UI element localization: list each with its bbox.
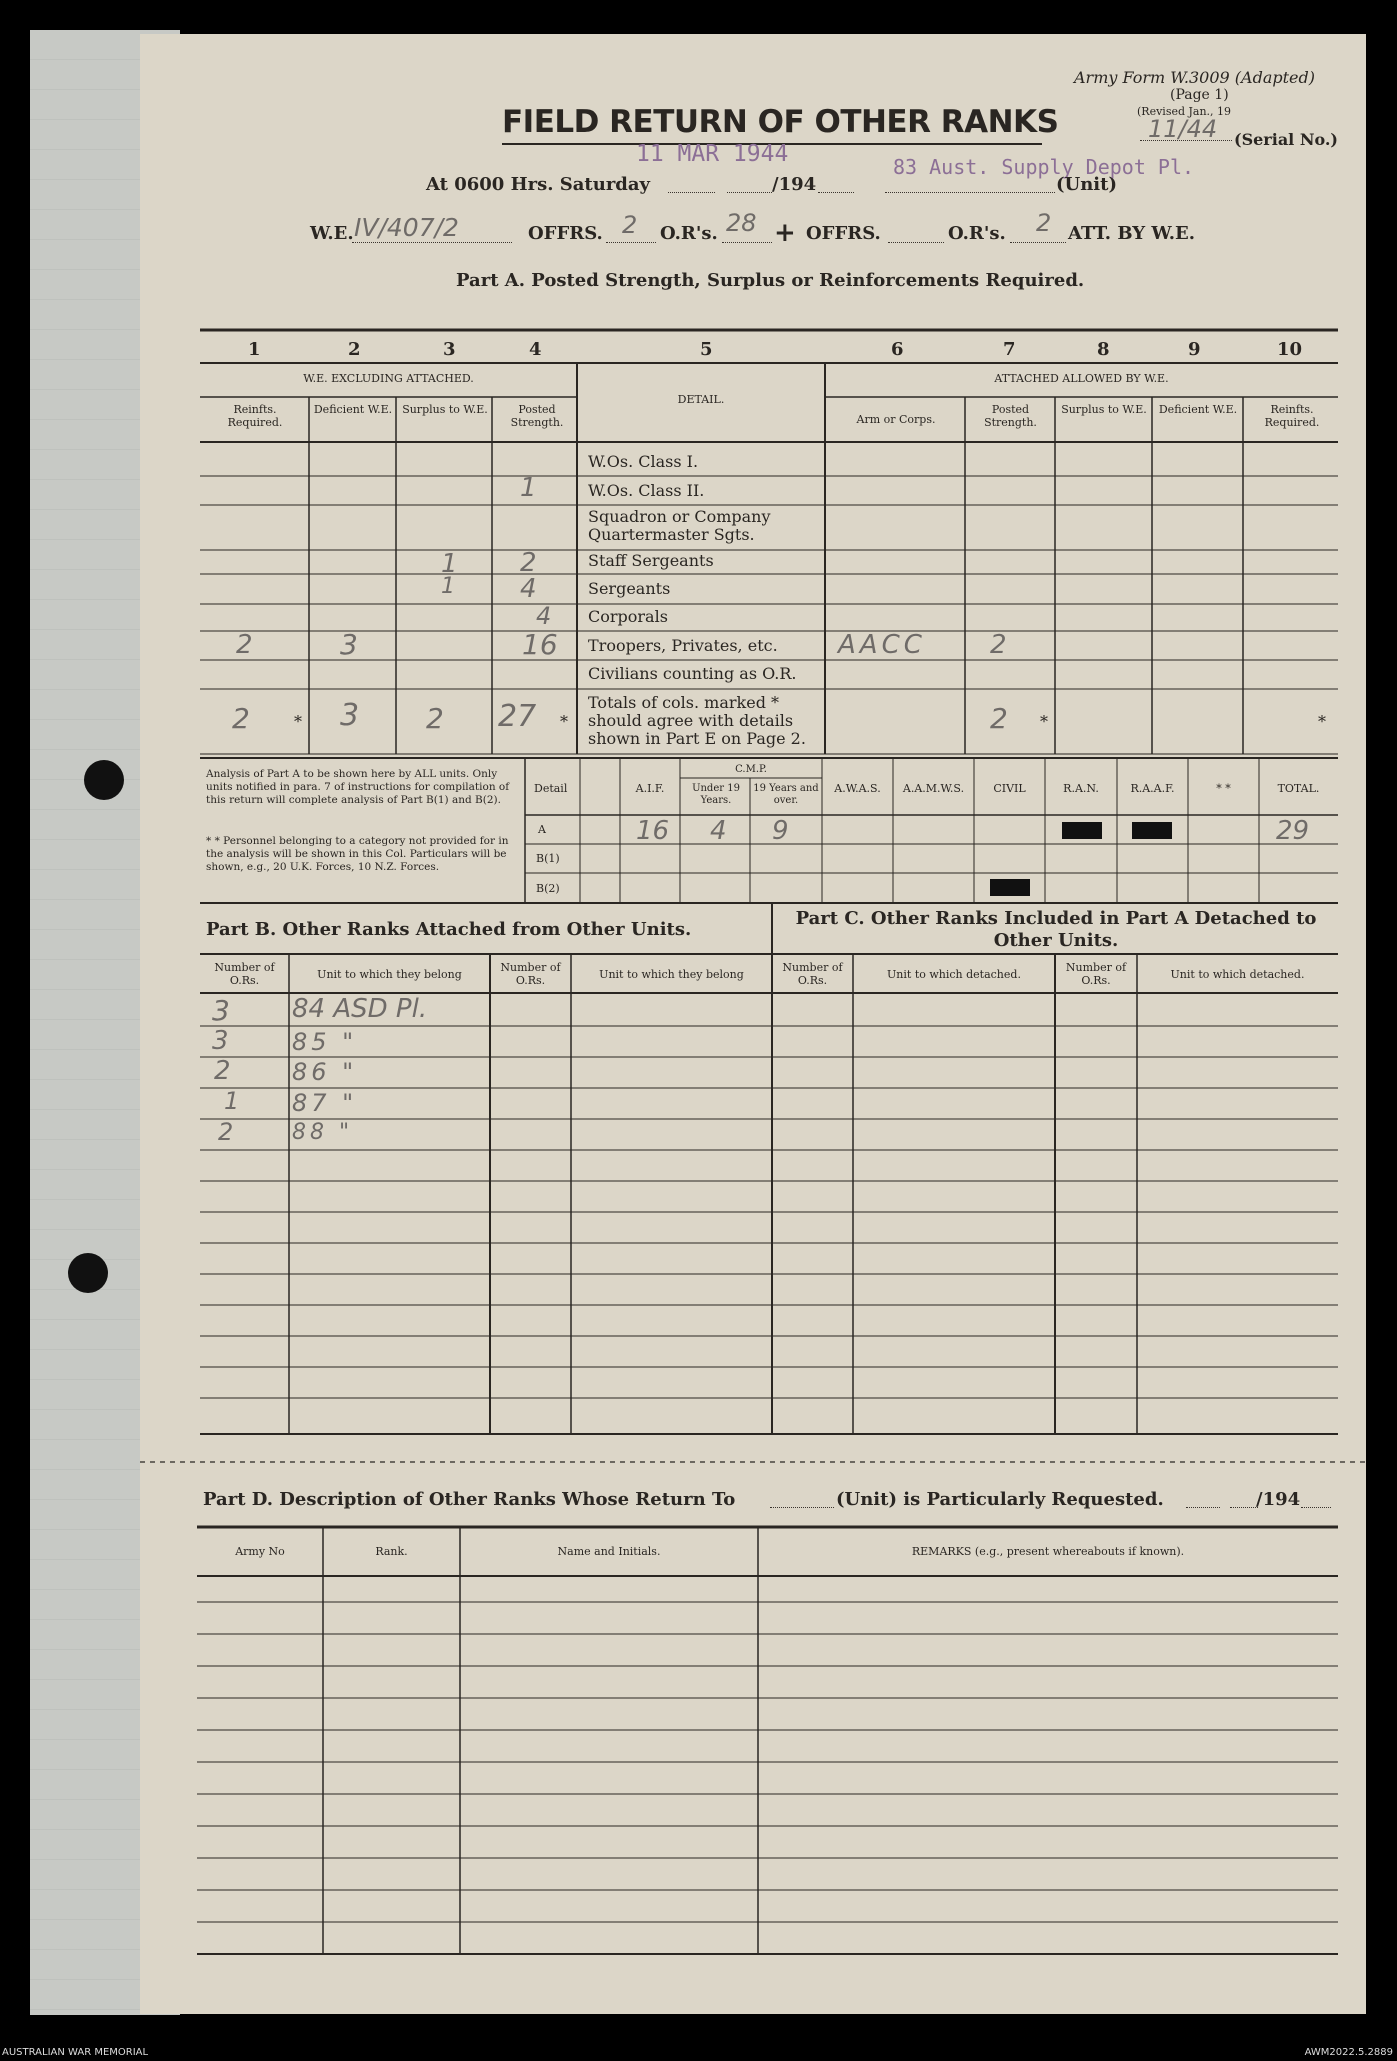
analysis-row-b1: B(1) — [536, 852, 560, 865]
total-reinfts-star: * — [294, 712, 302, 731]
date-stamp: 11 MAR 1944 — [636, 141, 789, 167]
part-b-unit-header-2: Unit to which they belong — [599, 968, 744, 981]
form-title: FIELD RETURN OF OTHER RANKS — [502, 104, 1059, 140]
analysis-ran-header: R.A.N. — [1063, 782, 1099, 795]
serial-label: (Serial No.) — [1234, 130, 1338, 149]
header-surplus-we: Surplus to W.E. — [402, 403, 488, 416]
row-wo2-posted: 1 — [520, 473, 537, 503]
part-b-entry-4-unit: 87 " — [292, 1089, 358, 1117]
analysis-awas-header: A.W.A.S. — [834, 782, 881, 795]
total-att-posted: 2 — [990, 702, 1008, 735]
header-att-surplus: Surplus to W.E. — [1061, 403, 1147, 416]
analysis-note: Analysis of Part A to be shown here by ALL units. Only units notified in para. 7 of instructions for compilation of this return will complete analysis of Part B(1) and B(2). — [206, 768, 510, 806]
plus-sign: + — [774, 218, 796, 248]
form-id: Army Form W.3009 (Adapted) — [1074, 68, 1316, 87]
part-b-entry-2-num: 3 — [212, 1026, 229, 1056]
part-b-entry-1-num: 3 — [212, 994, 230, 1027]
col-number-6: 6 — [891, 339, 904, 360]
offrs-value: 2 — [622, 211, 638, 239]
we-label: W.E. — [310, 223, 354, 244]
analysis-a-aif: 16 — [636, 816, 670, 846]
ors2-value: 2 — [1036, 209, 1052, 237]
total-posted-star: * — [560, 712, 568, 731]
part-d-day-line — [1186, 1507, 1220, 1508]
footer-archive: AUSTRALIAN WAR MEMORIAL — [2, 2047, 149, 2058]
part-b-num-header-2: Number of O.Rs. — [500, 961, 561, 987]
year-label: /194 — [772, 174, 817, 195]
detail-cqms: Squadron or Company Quartermaster Sgts. — [588, 507, 771, 544]
part-b-entry-5-num: 2 — [218, 1118, 234, 1146]
page-number: (Page 1) — [1170, 87, 1229, 103]
redaction-civil — [990, 879, 1030, 896]
col-number-2: 2 — [348, 339, 361, 360]
ors-label: O.R's. — [660, 223, 718, 244]
detail-header: DETAIL. — [677, 393, 725, 406]
part-b-entry-4-num: 1 — [224, 1087, 240, 1115]
header-att-deficient: Deficient W.E. — [1158, 403, 1238, 416]
detail-staff-sergeants: Staff Sergeants — [588, 551, 714, 570]
col-number-8: 8 — [1097, 339, 1110, 360]
part-c-unit-header-1: Unit to which detached. — [887, 968, 1021, 981]
ors-value: 28 — [726, 209, 757, 237]
part-d-title: Part D. Description of Other Ranks Whose Return To — [203, 1489, 736, 1510]
offrs-label: OFFRS. — [528, 223, 603, 244]
col-number-1: 1 — [248, 339, 261, 360]
analysis-other-header: * * — [1216, 782, 1231, 795]
header-reinfts-required: Reinfts. Required. — [227, 403, 283, 429]
analysis-a-total: 29 — [1276, 816, 1310, 846]
col-number-5: 5 — [700, 339, 713, 360]
analysis-aif-header: A.I.F. — [635, 782, 665, 795]
ors2-label: O.R's. — [948, 223, 1006, 244]
header-arm-corps: Arm or Corps. — [856, 413, 936, 426]
part-b-entry-2-unit: 85 " — [292, 1028, 358, 1056]
analysis-row-a: A — [538, 823, 546, 836]
part-b-title: Part B. Other Ranks Attached from Other Units. — [206, 919, 692, 940]
part-d-month-line — [1230, 1507, 1258, 1508]
detail-civilians: Civilians counting as O.R. — [588, 664, 797, 683]
footer-accession: AWM2022.5.2889 — [1304, 2047, 1393, 2058]
analysis-total-header: TOTAL. — [1277, 782, 1320, 795]
header-posted-strength: Posted Strength. — [510, 403, 564, 429]
row-sgt-surplus: 1 — [441, 574, 455, 599]
unit-stamp: 83 Aust. Supply Depot Pl. — [893, 155, 1195, 179]
part-d-name-header: Name and Initials. — [557, 1545, 661, 1558]
header-att-reinfts: Reinfts. Required. — [1264, 403, 1320, 429]
col-number-3: 3 — [443, 339, 456, 360]
group-header-left: W.E. EXCLUDING ATTACHED. — [303, 372, 474, 385]
header-att-posted: Posted Strength. — [984, 403, 1037, 429]
analysis-aamws-header: A.A.M.W.S. — [902, 782, 965, 795]
col-number-4: 4 — [529, 339, 542, 360]
detail-wo-class-2: W.Os. Class II. — [588, 481, 705, 500]
part-b-num-header-1: Number of O.Rs. — [214, 961, 275, 987]
att-label: ATT. BY W.E. — [1068, 223, 1196, 244]
total-surplus: 2 — [426, 702, 444, 735]
total-att-star: * — [1040, 712, 1048, 731]
part-d-year: /194 — [1256, 1489, 1301, 1510]
row-cpl-posted: 4 — [536, 602, 552, 630]
part-d-rank-header: Rank. — [375, 1545, 408, 1558]
row-pte-posted: 16 — [522, 628, 558, 661]
analysis-cmp-header: C.M.P. — [735, 764, 767, 775]
row-pte-reinfts: 2 — [236, 630, 253, 660]
analysis-a-under19: 4 — [710, 816, 727, 846]
row-sgt-posted: 4 — [520, 574, 537, 604]
part-d-title-unit: (Unit) is Particularly Requested. — [836, 1489, 1164, 1510]
analysis-detail-header: Detail — [534, 782, 568, 795]
row-pte-arm-corps: AACC — [838, 630, 926, 660]
analysis-civil-header: CIVIL — [993, 782, 1026, 795]
part-c-title: Part C. Other Ranks Included in Part A Detached to Other Units. — [795, 908, 1317, 951]
part-c-unit-header-2: Unit to which detached. — [1170, 968, 1305, 981]
redaction-ran — [1062, 822, 1102, 839]
analysis-under19-header: Under 19 Years. — [692, 783, 740, 806]
offrs2-label: OFFRS. — [806, 223, 881, 244]
analysis-raaf-header: R.A.A.F. — [1130, 782, 1175, 795]
total-deficient: 3 — [340, 698, 360, 733]
analysis-note-other: * * Personnel belonging to a category not provided for in the analysis will be shown in this Col. Particulars will be shown, e.g., 20 U.K. Forces, 10 N.Z. Forces. — [206, 835, 509, 873]
part-d-remarks-header: REMARKS (e.g., present whereabouts if known). — [911, 1545, 1185, 1558]
part-d-unit-line — [770, 1507, 834, 1508]
part-d-army-no-header: Army No — [235, 1545, 285, 1558]
part-b-entry-1-unit: 84 ASD Pl. — [292, 994, 428, 1024]
row-pte-att-posted: 2 — [990, 630, 1007, 660]
total-reinfts-right-star: * — [1318, 712, 1326, 731]
analysis-over19-header: 19 Years and over. — [753, 783, 819, 806]
part-b-entry-5-unit: 88 " — [292, 1120, 354, 1145]
part-a-title: Part A. Posted Strength, Surplus or Reinforcements Required. — [456, 270, 1085, 291]
part-b-entry-3-unit: 86 " — [292, 1058, 358, 1086]
detail-corporals: Corporals — [588, 607, 668, 626]
redaction-raaf — [1132, 822, 1172, 839]
part-c-num-header-1: Number of O.Rs. — [782, 961, 843, 987]
col-number-9: 9 — [1188, 339, 1201, 360]
detail-sergeants: Sergeants — [588, 579, 671, 598]
detail-totals: Totals of cols. marked * should agree with details shown in Part E on Page 2. — [588, 693, 806, 748]
analysis-row-b2: B(2) — [536, 882, 560, 895]
part-d-year-line — [1301, 1507, 1331, 1508]
we-value: IV/407/2 — [354, 213, 459, 242]
total-reinfts: 2 — [232, 702, 250, 735]
col-number-7: 7 — [1003, 339, 1016, 360]
unit-label: (Unit) — [1056, 174, 1117, 195]
analysis-a-over19: 9 — [772, 816, 789, 846]
serial-number-value: 11/44 — [1148, 115, 1218, 143]
at-time-label: At 0600 Hrs. Saturday — [426, 174, 651, 195]
header-deficient-we: Deficient W.E. — [313, 403, 393, 416]
row-ssgt-surplus: 1 — [441, 549, 458, 579]
row-pte-deficient: 3 — [340, 628, 358, 661]
part-c-num-header-2: Number of O.Rs. — [1065, 961, 1127, 987]
part-b-unit-header-1: Unit to which they belong — [317, 968, 462, 981]
revised-date: (Revised Jan., 19 — [1137, 105, 1232, 118]
detail-privates: Troopers, Privates, etc. — [588, 636, 778, 655]
row-ssgt-posted: 2 — [520, 548, 537, 578]
total-posted: 27 — [498, 699, 537, 734]
detail-wo-class-1: W.Os. Class I. — [588, 452, 699, 471]
part-b-entry-3-num: 2 — [214, 1056, 231, 1086]
col-number-10: 10 — [1277, 339, 1303, 360]
group-header-right: ATTACHED ALLOWED BY W.E. — [994, 372, 1169, 385]
